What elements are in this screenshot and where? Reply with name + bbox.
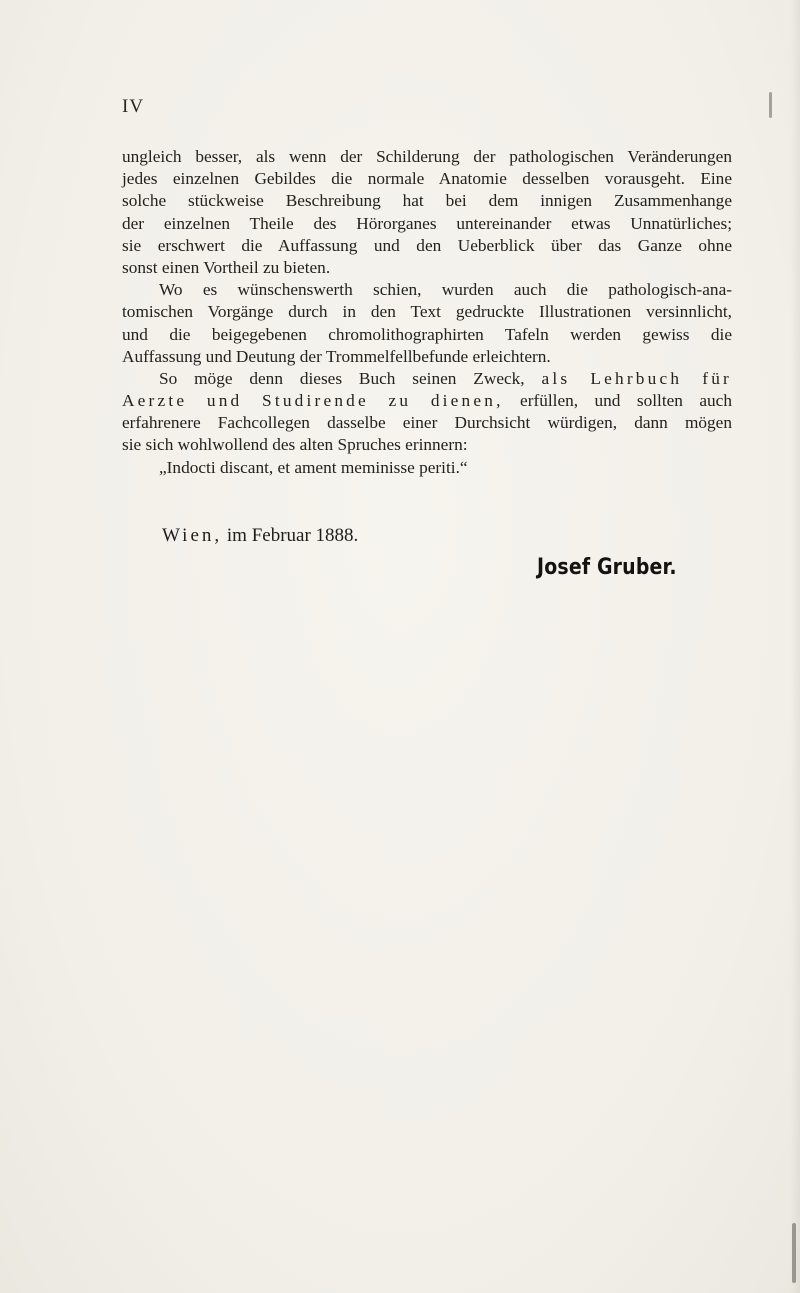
page-edge-mark (769, 92, 772, 118)
text-line (122, 368, 732, 390)
text-line: und die beigegebenen chromolithographirten Tafeln werden gewiss die (122, 324, 732, 344)
emphasized-text: als Lehrbuch für (541, 368, 733, 388)
text-line: erfahrenere Fachcollegen dasselbe einer Durchsicht würdigen, dann mögen (122, 413, 732, 433)
dateline-date: im Februar 1888. (226, 525, 359, 546)
text-line: Wo es wünschenswerth schien, wurden auch die pathologisch-ana- (159, 280, 732, 300)
text-line: der einzelnen Theile des Hörorganes untereinander etwas Unnatürliches; (122, 213, 732, 233)
page-edge-mark (792, 1223, 796, 1283)
emphasized-text: Aerzte und Studirende zu dienen, (122, 391, 504, 411)
dateline-place: Wien, (162, 525, 223, 546)
text-line: Auffassung und Deutung der Trommelfellbefunde erleichtern. (122, 346, 551, 366)
preface-text (122, 146, 732, 479)
author-signature: Josef Gruber. (537, 555, 677, 580)
latin-quote: „Indocti discant, et ament meminisse periti.“ (159, 457, 468, 477)
dateline (162, 525, 358, 547)
text-line: sonst einen Vortheil zu bieten. (122, 257, 331, 277)
text-line (122, 390, 732, 412)
text-line: ungleich besser, als wenn der Schilderung der pathologischen Veränderungen (122, 147, 732, 166)
page-edge-shadow (790, 0, 800, 1293)
text-segment: erfüllen, und sollten auch (520, 391, 732, 411)
text-line: jedes einzelnen Gebildes die normale Anatomie desselben vorausgeht. Eine (122, 169, 732, 189)
page-number: IV (122, 96, 145, 117)
text-line: tomischen Vorgänge durch in den Text gedruckte Illustrationen versinnlicht, (122, 302, 732, 322)
text-segment: So möge denn dieses Buch seinen Zweck, (159, 368, 525, 388)
text-line: sie erschwert die Auffassung und den Ueberblick über das Ganze ohne (122, 235, 732, 255)
text-line: sie sich wohlwollend des alten Spruches erinnern: (122, 435, 468, 455)
text-line: solche stückweise Beschreibung hat bei dem innigen Zusammenhange (122, 191, 732, 211)
